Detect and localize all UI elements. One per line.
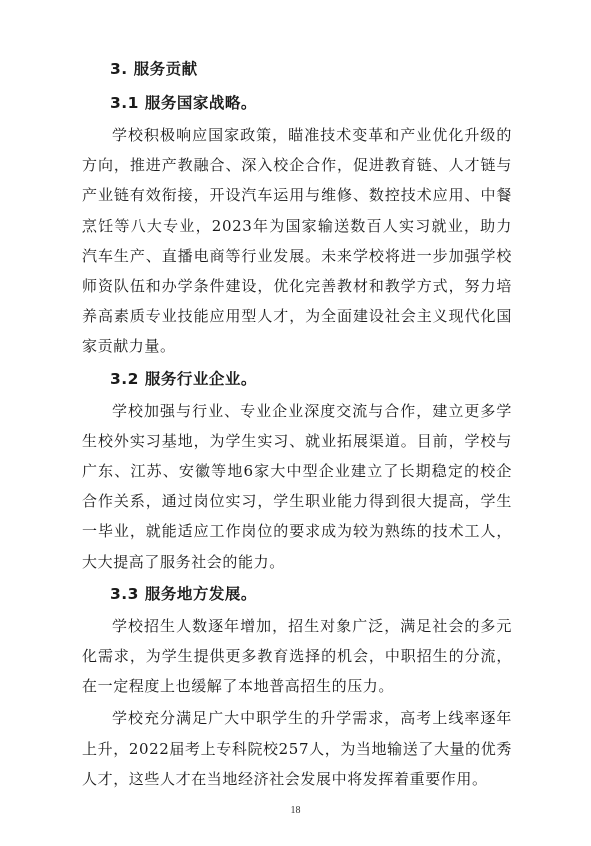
page-number: 18 <box>290 805 301 816</box>
section-heading: 3. 服务贡献 <box>110 60 198 78</box>
paragraph-local-higher-education: 学校充分满足广大中职学生的升学需求，高考上线率逐年上升，2022届考上专科院校257人，为当地输送了大量的优秀人才，这些人才在当地经济社会发展中将发挥着重要作用。 <box>82 709 512 788</box>
subsection-heading-industry: 3.2 服务行业企业。 <box>110 369 257 388</box>
page-content <box>82 58 512 800</box>
subsection-heading-national-strategy: 3.1 服务国家战略。 <box>110 94 257 112</box>
subsection-heading-local-development: 3.3 服务地方发展。 <box>110 584 257 603</box>
paragraph-national-strategy: 学校积极响应国家政策，瞄准技术变革和产业优化升级的方向，推进产教融合、深入校企合作，促进教育链、人才链与产业链有效衔接，开设汽车运用与维修、数控技术应用、中餐烹饪等八大专业，2023年为国家输送数百人实习就业，助力汽车生产、直播电商等行业发展。未来学校将进一步加强学校师资队伍和办学条件建设，优化完善教材和教学方式，努力培养高素质专业技能应用型人才，为全面建设社会主义现代化国家贡献力量。 <box>82 126 512 356</box>
paragraph-local-enrollment: 学校招生人数逐年增加，招生对象广泛，满足社会的多元化需求，为学生提供更多教育选择的机会，中职招生的分流，在一定程度上也缓解了本地普高招生的压力。 <box>82 616 512 696</box>
paragraph-industry: 学校加强与行业、专业企业深度交流与合作，建立更多学生校外实习基地，为学生实习、就业拓展渠道。目前，学校与广东、江苏、安徽等地6家大中型企业建立了长期稳定的校企合作关系，通过岗位实习，学生职业能力得到很大提高，学生一毕业，就能适应工作岗位的要求成为较为熟练的技术工人，大大提高了服务社会的能力。 <box>82 401 512 571</box>
